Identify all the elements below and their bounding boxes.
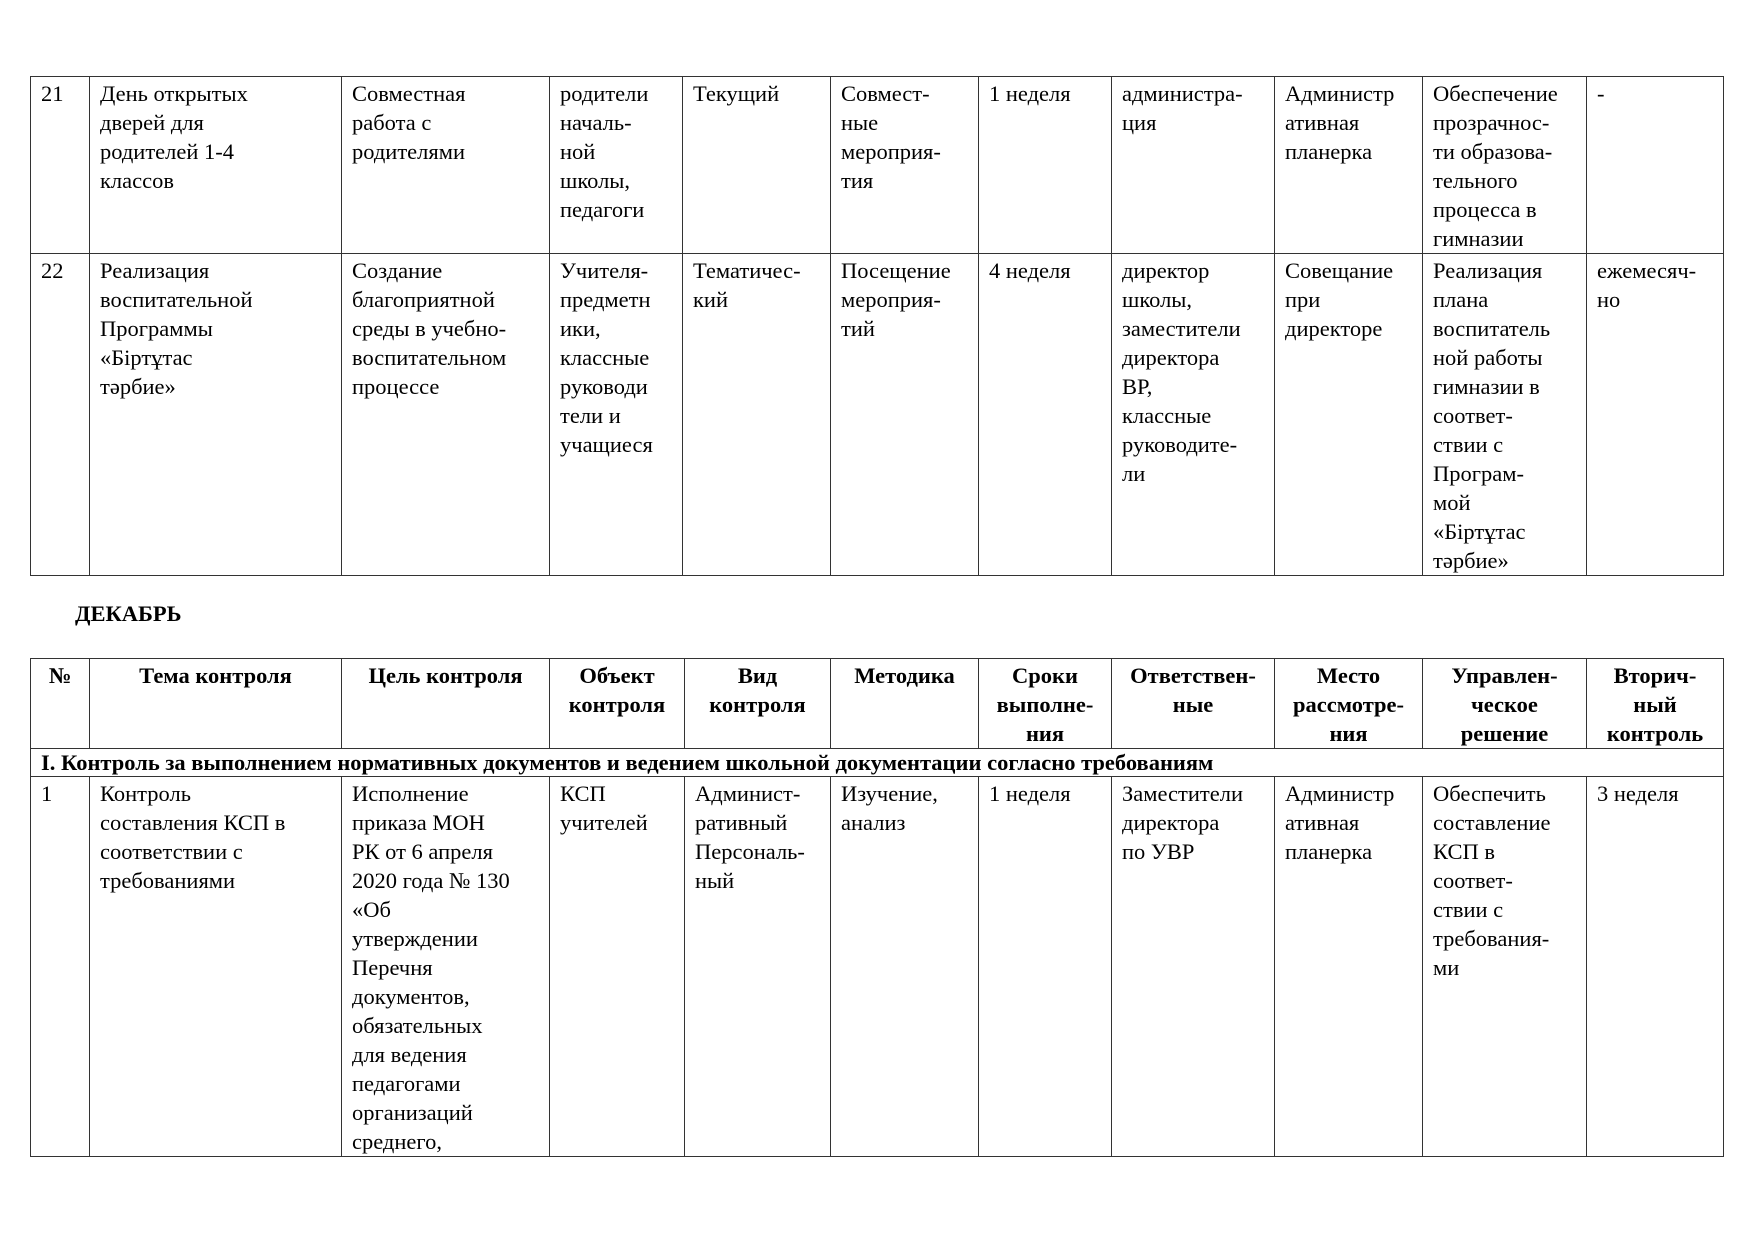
cell-responsible: директор школы, заместители директора ВР, классные руководите- ли — [1112, 254, 1275, 576]
cell-place: Администр ативная планерка — [1275, 777, 1423, 1157]
header-secondary: Вторич- ный контроль — [1587, 659, 1724, 749]
cell-num: 21 — [31, 77, 90, 254]
cell-kind: Тематичес- кий — [683, 254, 831, 576]
cell-object: КСП учителей — [550, 777, 685, 1157]
cell-secondary: - — [1587, 77, 1724, 254]
cell-method: Изучение, анализ — [831, 777, 979, 1157]
header-term: Сроки выполне- ния — [979, 659, 1112, 749]
cell-kind: Админист- ративный Персональ- ный — [685, 777, 831, 1157]
cell-topic: День открытых дверей для родителей 1-4 классов — [90, 77, 342, 254]
cell-goal: Исполнение приказа МОН РК от 6 апреля 2020 года № 130 «Об утверждении Перечня документов, обязательных для ведения педагогами организаций среднего, — [342, 777, 550, 1157]
cell-place: Совещание при директоре — [1275, 254, 1423, 576]
control-plan-table-november — [30, 76, 1724, 576]
cell-decision: Реализация плана воспитатель ной работы гимназии в соответ- ствии с Програм- мой «Біртұтас тәрбие» — [1423, 254, 1587, 576]
header-kind: Вид контроля — [685, 659, 831, 749]
cell-object: Учителя- предметн ики, классные руководи тели и учащиеся — [550, 254, 683, 576]
cell-goal: Совместная работа с родителями — [342, 77, 550, 254]
header-topic: Тема контроля — [90, 659, 342, 749]
header-object: Объект контроля — [550, 659, 685, 749]
section-heading-row — [31, 749, 1724, 777]
cell-goal: Создание благоприятной среды в учебно- воспитательном процессе — [342, 254, 550, 576]
cell-responsible: Заместители директора по УВР — [1112, 777, 1275, 1157]
control-plan-table-december — [30, 658, 1724, 1157]
cell-num: 22 — [31, 254, 90, 576]
cell-decision: Обеспечить составление КСП в соответ- ствии с требования- ми — [1423, 777, 1587, 1157]
cell-kind: Текущий — [683, 77, 831, 254]
table-row — [31, 254, 1724, 576]
cell-decision: Обеспечение прозрачнос- ти образова- тельного процесса в гимназии — [1423, 77, 1587, 254]
header-place: Место рассмотре- ния — [1275, 659, 1423, 749]
section-title-december: ДЕКАБРЬ — [75, 601, 182, 626]
header-method: Методика — [831, 659, 979, 749]
cell-num: 1 — [31, 777, 90, 1157]
cell-secondary: 3 неделя — [1587, 777, 1724, 1157]
cell-method: Совмест- ные мероприя- тия — [831, 77, 979, 254]
cell-place: Администр ативная планерка — [1275, 77, 1423, 254]
cell-object: родители началь- ной школы, педагоги — [550, 77, 683, 254]
cell-secondary: ежемесяч- но — [1587, 254, 1724, 576]
table-header-row — [31, 659, 1724, 749]
cell-topic: Реализация воспитательной Программы «Біртұтас тәрбие» — [90, 254, 342, 576]
cell-responsible: администра- ция — [1112, 77, 1275, 254]
table-row — [31, 77, 1724, 254]
cell-topic: Контроль составления КСП в соответствии с требованиями — [90, 777, 342, 1157]
cell-method: Посещение мероприя- тий — [831, 254, 979, 576]
header-decision: Управлен- ческое решение — [1423, 659, 1587, 749]
section-heading: I. Контроль за выполнением нормативных документов и ведением школьной документации согласно требованиям — [31, 749, 1724, 777]
cell-term: 1 неделя — [979, 777, 1112, 1157]
cell-term: 4 неделя — [979, 254, 1112, 576]
header-num: № — [31, 659, 90, 749]
table-row — [31, 777, 1724, 1157]
header-goal: Цель контроля — [342, 659, 550, 749]
cell-term: 1 неделя — [979, 77, 1112, 254]
header-responsible: Ответствен- ные — [1112, 659, 1275, 749]
